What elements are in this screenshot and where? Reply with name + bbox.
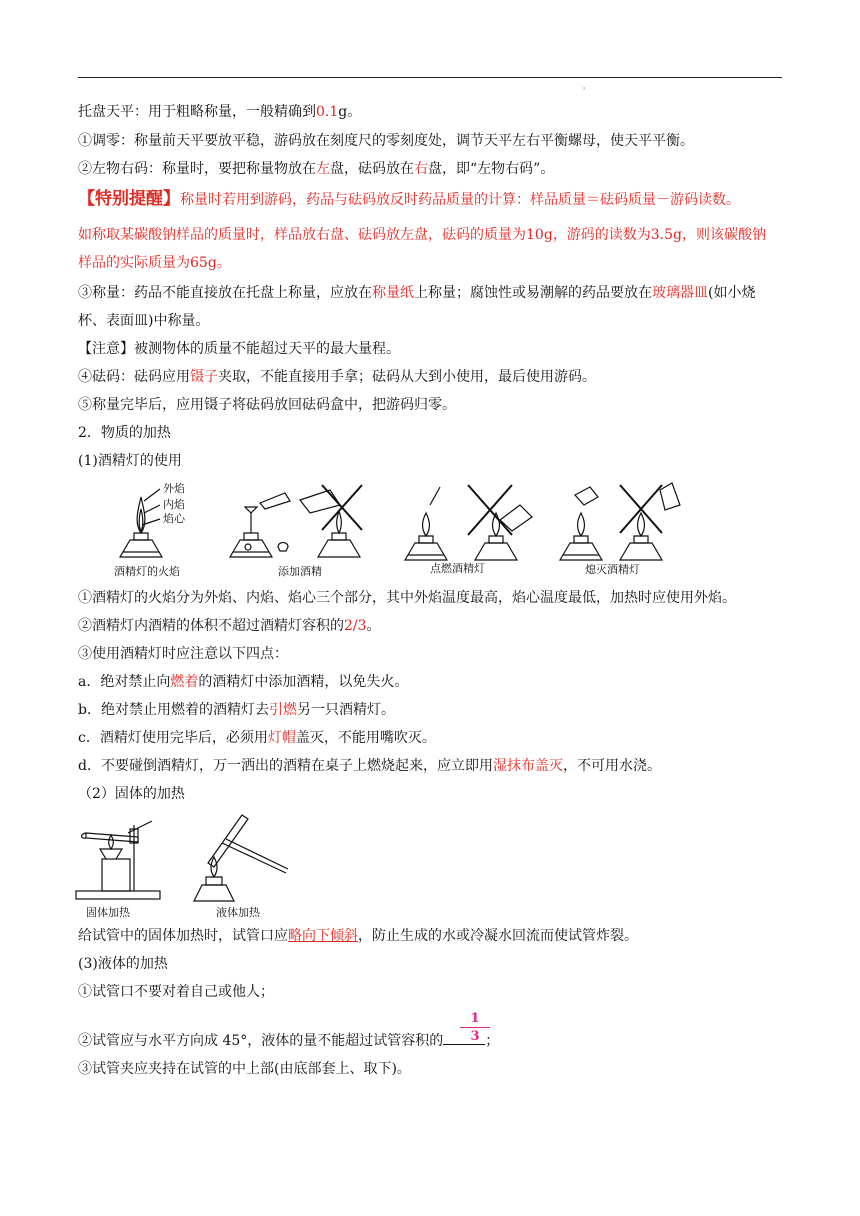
caption-liquid-heating: 液体加热 — [216, 906, 260, 919]
label-flame-core: 焰心 — [163, 512, 185, 525]
liquid-rule-1: ①试管口不要对着自己或他人； — [78, 984, 274, 1000]
subsection-solid-heating: （2）固体的加热 — [78, 786, 185, 802]
special-reminder: 【特别提醒】称量时若用到游码，药品与砝码放反时药品质量的计算：样品质量＝砝码质量－游码读数。 — [78, 189, 740, 209]
header-rule — [78, 77, 782, 78]
alcohol-volume: ②酒精灯内酒精的体积不超过酒精灯容积的2/3。 — [78, 618, 381, 634]
heating-figure — [72, 805, 302, 923]
subsection-alcohol-lamp: (1)酒精灯的使用 — [78, 453, 182, 469]
label-outer-flame: 外焰 — [163, 482, 185, 495]
subsection-liquid-heating: (3)液体的加热 — [78, 956, 168, 972]
reminder-example-1: 如称取某碳酸钠样品的质量时，样品放右盘、砝码放左盘，砝码的质量为10g，游码的读数为3.5g，则该碳酸钠 — [78, 227, 767, 243]
point-b: b．绝对禁止用燃着的酒精灯去引燃另一只酒精灯。 — [78, 702, 395, 718]
lamp-lighting — [405, 485, 532, 560]
section-heating: 2．物质的加热 — [78, 425, 171, 441]
reminder-example-2: 样品的实际质量为65g。 — [78, 255, 231, 271]
one-third-fraction: 1 3 — [456, 1011, 494, 1044]
lamp-add-alcohol — [230, 485, 362, 557]
point-d: d．不要碰倒酒精灯，万一洒出的酒精在桌子上燃烧起来，应立即用湿抹布盖灭，不可用水浇。 — [78, 758, 661, 774]
solid-heating-apparatus — [76, 821, 160, 899]
liquid-rule-3: ③试管夹应夹持在试管的中上部(由底部套上、取下)。 — [78, 1061, 411, 1077]
alcohol-lamp-figure — [100, 475, 690, 580]
left-object-right-weight: ②左物右码：称量时，要把称量物放在左盘，砝码放在右盘，即“左物右码”。 — [78, 161, 555, 177]
point-c: c．酒精灯使用完毕后，必须用灯帽盖灭，不能用嘴吹灭。 — [78, 730, 436, 746]
zeroing-step: ①调零：称量前天平要放平稳，游码放在刻度尺的零刻度处，调节天平左右平衡螺母，使天平平衡。 — [78, 133, 694, 149]
weighing-step: ③称量：药品不能直接放在托盘上称量，应放在称量纸上称量；腐蚀性或易潮解的药品要放在玻璃器皿(如小烧 — [78, 285, 756, 301]
balance-intro: 托盘天平：用于粗略称量，一般精确到0.1g。 — [78, 104, 362, 120]
weights-step: ④砝码：砝码应用镊子夹取，不能直接用手拿；砝码从大到小使用，最后使用游码。 — [78, 369, 596, 385]
liquid-heating-apparatus — [194, 815, 288, 901]
note-max-range: 【注意】被测物体的质量不能超过天平的最大量程。 — [78, 341, 400, 357]
liquid-rule-2: ②试管应与水平方向成 45°，液体的量不能超过试管容积的 ； — [78, 1033, 500, 1049]
label-inner-flame: 内焰 — [163, 498, 185, 511]
caption-light-lamp: 点燃酒精灯 — [430, 562, 485, 575]
header-mark: ' — [583, 86, 586, 95]
caption-add-alcohol: 添加酒精 — [278, 565, 322, 578]
finish-step: ⑤称量完毕后，应用镊子将砝码放回砝码盒中，把游码归零。 — [78, 397, 456, 413]
weighing-step-cont: 杯、表面皿)中称量。 — [78, 313, 210, 329]
four-points: ③使用酒精灯时应注意以下四点： — [78, 646, 288, 662]
lamp-flame-structure — [120, 489, 162, 557]
point-a: a．绝对禁止向燃着的酒精灯中添加酒精，以免失火。 — [78, 674, 409, 690]
caption-lamp-flame: 酒精灯的火焰 — [114, 565, 180, 578]
caption-solid-heating: 固体加热 — [86, 906, 130, 919]
lamp-extinguish — [560, 483, 680, 560]
caption-extinguish-lamp: 熄灭酒精灯 — [585, 563, 640, 576]
flame-parts: ①酒精灯的火焰分为外焰、内焰、焰心三个部分，其中外焰温度最高，焰心温度最低，加热时应使用外焰。 — [78, 590, 736, 606]
solid-heating-tip: 给试管中的固体加热时，试管口应略向下倾斜，防止生成的水或冷凝水回流而使试管炸裂。 — [78, 928, 638, 944]
